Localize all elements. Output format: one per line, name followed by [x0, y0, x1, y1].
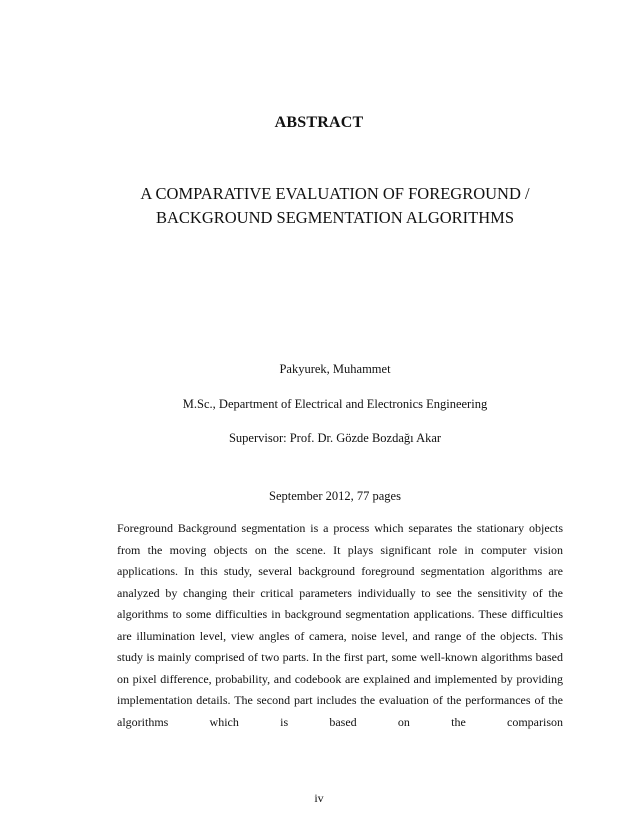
degree-department: M.Sc., Department of Electrical and Electronics Engineering — [182, 397, 488, 411]
abstract-heading: ABSTRACT — [274, 114, 364, 131]
abstract-body: Foreground Background segmentation is a process which separates the stationary objects from the moving objects on the scene. It plays significant role in computer vision applications. In this study, several background foreground segmentation algorithms are analyzed by changing their critical parameters individually to see the sensitivity of the algorithms to some difficulties in background segmentation applications. These difficulties are illumination level, view angles of camera, noise level, and range of the objects. This study is mainly comprised of two parts. In the first part, some well-known algorithms based on pixel difference, probability, and codebook are explained and implemented by providing implementation details. The second part includes the evaluation of the performances of the algorithms which is based on the comparison — [117, 521, 563, 729]
author-name: Pakyurek, Muhammet — [279, 362, 391, 376]
thesis-title: A COMPARATIVE EVALUATION OF FOREGROUND / BACKGROUND SEGMENTATION ALGORITHMS — [140, 184, 530, 227]
supervisor-line: Supervisor: Prof. Dr. Gözde Bozdağı Akar — [228, 431, 442, 445]
page-number: iv — [314, 791, 324, 805]
date-page-count: September 2012, 77 pages — [269, 489, 401, 503]
